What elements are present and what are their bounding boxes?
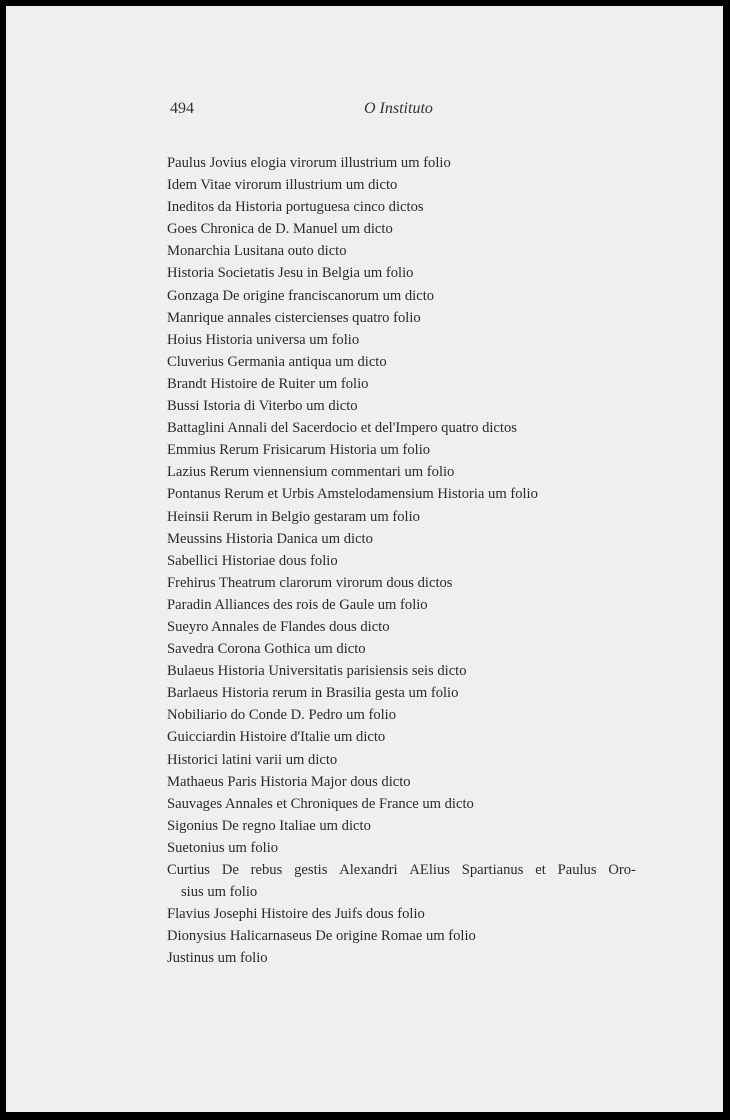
list-item: Battaglini Annali del Sacerdocio et del'Impero quatro dictos [167, 420, 517, 437]
word: gestis [294, 862, 328, 878]
list-item: Manrique annales cistercienses quatro folio [167, 309, 421, 326]
list-item-continuation: sius um folio [181, 884, 258, 901]
list-item: Flavius Josephi Histoire des Juifs dous folio [167, 906, 425, 923]
list-item: Sauvages Annales et Chroniques de France um dicto [167, 795, 474, 812]
list-item: Ineditos da Historia portuguesa cinco dictos [167, 199, 424, 216]
list-item: Paradin Alliances des rois de Gaule um folio [167, 596, 428, 613]
list-item: Bulaeus Historia Universitatis parisiensis seis dicto [167, 663, 467, 680]
page-header [6, 100, 723, 124]
list-item: Hoius Historia universa um folio [167, 331, 360, 348]
page-number: 494 [170, 100, 194, 117]
word: rebus [250, 862, 283, 878]
word: Spartianus [461, 862, 524, 878]
list-item: Savedra Corona Gothica um dicto [167, 641, 366, 658]
bibliography-list [167, 152, 647, 969]
list-item: Emmius Rerum Frisicarum Historia um folio [167, 442, 431, 459]
list-item: Gonzaga De origine franciscanorum um dicto [167, 287, 435, 304]
list-item: Paulus Jovius elogia virorum illustrium um folio [167, 155, 451, 171]
list-item: Monarchia Lusitana outo dicto [167, 243, 347, 260]
list-item: Mathaeus Paris Historia Major dous dicto [167, 773, 411, 790]
word: Paulus [557, 862, 597, 878]
list-item: Goes Chronica de D. Manuel um dicto [167, 221, 393, 238]
list-item: Sigonius De regno Italiae um dicto [167, 817, 371, 834]
list-item: Idem Vitae virorum illustrium um dicto [167, 177, 398, 194]
list-item: Nobiliario do Conde D. Pedro um folio [167, 707, 397, 724]
book-page [6, 6, 723, 1112]
list-item: Meussins Historia Danica um dicto [167, 530, 373, 547]
list-item: Pontanus Rerum et Urbis Amstelodamensium Historia um folio [167, 486, 538, 503]
list-item: Lazius Rerum viennensium commentari um folio [167, 464, 455, 481]
running-title: O Instituto [364, 100, 433, 117]
list-item: Barlaeus Historia rerum in Brasilia gesta um folio [167, 685, 459, 702]
list-item: Historia Societatis Jesu in Belgia um folio [167, 265, 414, 282]
list-item: Guicciardin Histoire d'Italie um dicto [167, 729, 386, 746]
list-item: Sueyro Annales de Flandes dous dicto [167, 618, 390, 635]
curtius-entry [167, 859, 647, 881]
list-item: Historici latini varii um dicto [167, 751, 338, 768]
word: et [535, 862, 546, 878]
word: Curtius [167, 862, 210, 878]
word: AElius [409, 862, 450, 878]
list-item: Cluverius Germania antiqua um dicto [167, 353, 387, 370]
list-item: Suetonius um folio [167, 839, 279, 856]
list-item: Bussi Istoria di Viterbo um dicto [167, 398, 358, 415]
list-item: Justinus um folio [167, 950, 268, 967]
word: De [221, 862, 239, 878]
word: Alexandri [339, 862, 398, 878]
justified-line [167, 859, 636, 881]
list-item: Heinsii Rerum in Belgio gestaram um folio [167, 508, 420, 525]
list-item: Dionysius Halicarnaseus De origine Romae um folio [167, 928, 476, 945]
list-item: Sabellici Historiae dous folio [167, 552, 338, 569]
list-item: Brandt Histoire de Ruiter um folio [167, 375, 369, 392]
list-item: Frehirus Theatrum clarorum virorum dous dictos [167, 574, 453, 591]
word: Oro- [608, 862, 636, 878]
